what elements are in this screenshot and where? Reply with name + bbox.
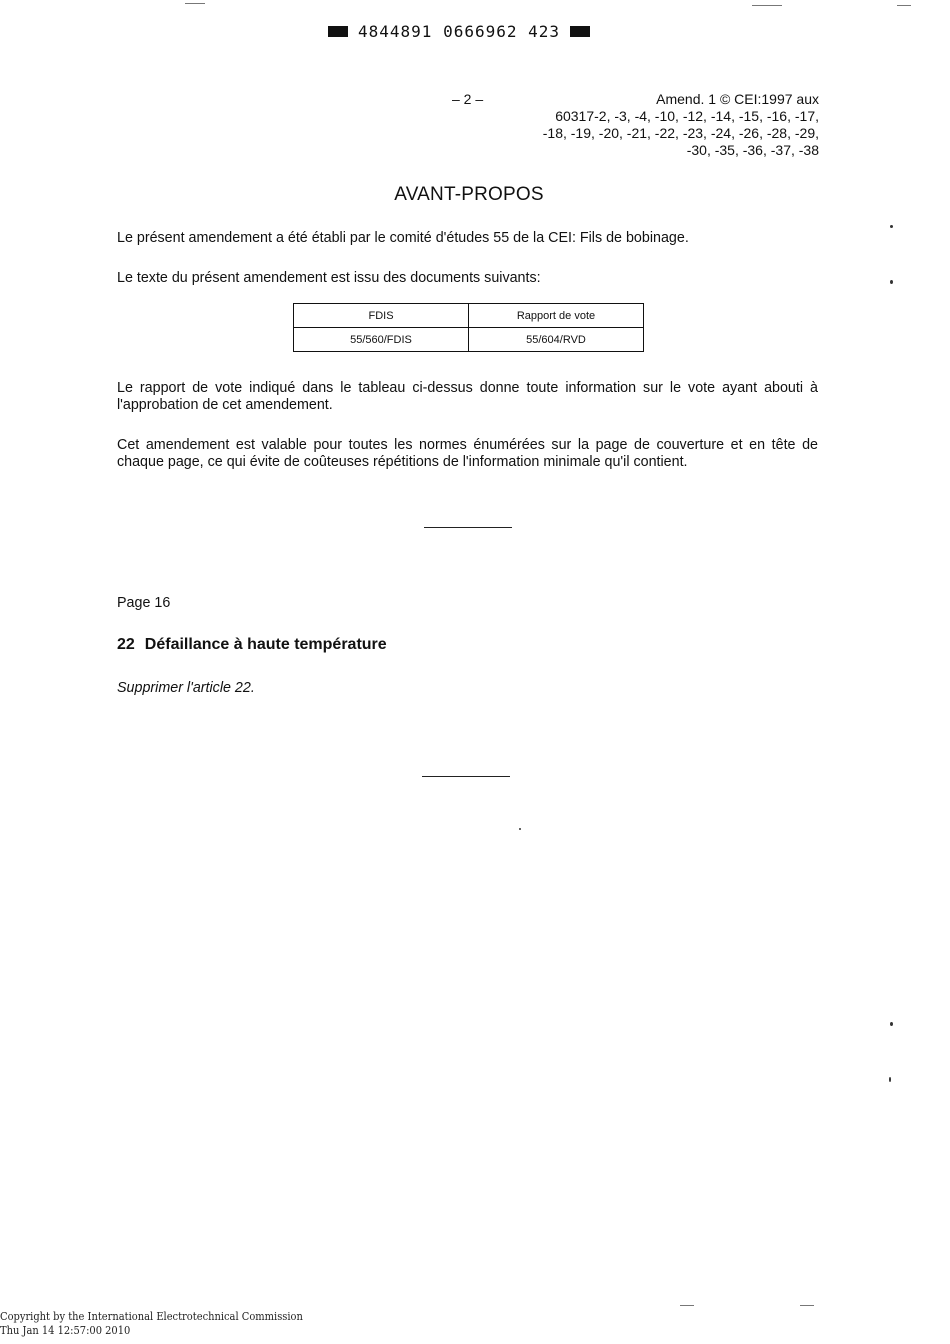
table-cell: 55/560/FDIS (294, 328, 469, 352)
foreword-paragraph-1: Le présent amendement a été établi par le comité d'études 55 de la CEI: Fils de bobinage. (117, 230, 689, 246)
scan-mark (897, 5, 911, 6)
scan-speck (890, 225, 893, 228)
timestamp-line: Thu Jan 14 12:57:00 2010 (0, 1323, 131, 1337)
scan-speck (889, 1077, 891, 1082)
voting-documents-table (293, 303, 644, 352)
copyright-line: Copyright by the International Electrotechnical Commission (0, 1309, 303, 1323)
barcode-end-block (570, 26, 590, 37)
section-divider (424, 527, 512, 528)
foreword-paragraph-2: Le texte du présent amendement est issu des documents suivants: (117, 270, 541, 286)
clause-title: Défaillance à haute température (144, 636, 387, 653)
clause-number: 22 (117, 636, 135, 653)
foreword-title: AVANT-PROPOS (394, 184, 544, 205)
scan-speck (890, 280, 893, 284)
foreword-paragraph-4: Cet amendement est valable pour toutes les normes énumérées sur la page de couverture et en tête de chaque page, ce qui évite de coûteuses répétitions de l'information minimale qu'il contient. (117, 437, 818, 470)
scan-mark (752, 5, 782, 6)
end-divider (422, 776, 510, 777)
scan-speck (519, 828, 521, 830)
clause-heading (117, 636, 387, 654)
scan-speck (890, 1022, 893, 1026)
amendment-line: Amend. 1 © CEI:1997 aux (656, 91, 819, 107)
table-header-cell: FDIS (294, 304, 469, 328)
table-header-cell: Rapport de vote (469, 304, 644, 328)
amendment-line: -18, -19, -20, -21, -22, -23, -24, -26, -28, -29, (542, 125, 819, 141)
table-header-row (294, 304, 644, 328)
table-row (294, 328, 644, 352)
foreword-paragraph-3: Le rapport de vote indiqué dans le tableau ci-dessus donne toute information sur le vote ayant abouti à l'approbation de cet amendement. (117, 380, 818, 413)
barcode-text: 4844891 0666962 423 (358, 21, 561, 41)
scan-mark (800, 1305, 814, 1306)
copyright-footer (0, 1309, 303, 1337)
barcode-start-block (328, 26, 348, 37)
amendment-line: -30, -35, -36, -37, -38 (686, 142, 819, 158)
amendment-instruction: Supprimer l'article 22. (117, 680, 255, 696)
page-number: – 2 – (452, 91, 484, 107)
document-barcode (328, 22, 590, 40)
amendment-reference (543, 91, 819, 159)
amendment-line: 60317-2, -3, -4, -10, -12, -14, -15, -16, -17, (555, 108, 819, 124)
scan-mark (185, 3, 205, 4)
page-reference: Page 16 (117, 595, 171, 611)
scan-mark (680, 1305, 694, 1306)
table-cell: 55/604/RVD (469, 328, 644, 352)
